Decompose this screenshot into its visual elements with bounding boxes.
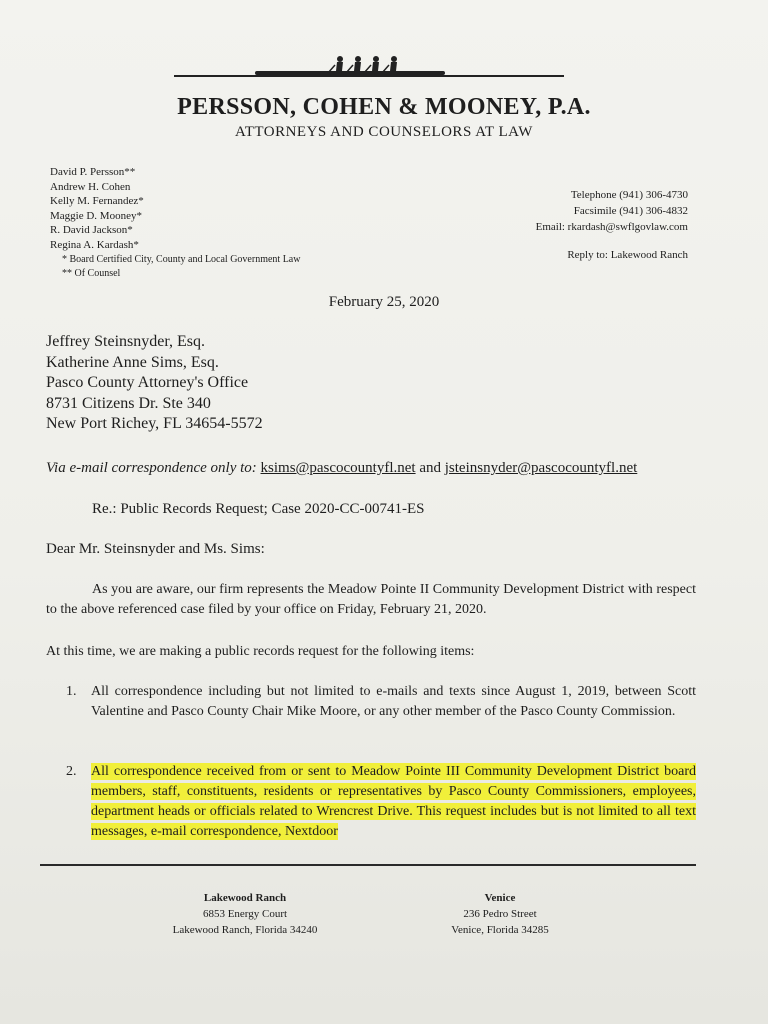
salutation: Dear Mr. Steinsnyder and Ms. Sims: <box>46 541 265 557</box>
footer-rule <box>40 864 696 866</box>
list-item-number: 1. <box>66 684 77 699</box>
body-paragraph-1: As you are aware, our firm represents the Meadow Pointe II Community Development District with respect to the above referenced case filed by your office on Friday, February 21, 2020. <box>46 582 696 617</box>
attorney-name: Maggie D. Mooney* <box>50 209 142 222</box>
office-lakewood-ranch <box>140 890 350 938</box>
email-link-sims[interactable]: ksims@pascocountyfl.net <box>260 460 416 476</box>
attorney-name: Andrew H. Cohen <box>50 180 131 193</box>
attorney-name: Regina A. Kardash* <box>50 238 139 251</box>
contact-block <box>536 187 688 235</box>
telephone: Telephone (941) 306-4730 <box>570 189 688 201</box>
office-street: 236 Pedro Street <box>463 908 537 920</box>
recipient-address <box>46 332 263 435</box>
list-item <box>66 682 696 722</box>
subject-line: Re.: Public Records Request; Case 2020-CC-00741-ES <box>92 501 425 517</box>
list-item-number: 2. <box>66 764 77 779</box>
email-link-steinsnyder[interactable]: jsteinsnyder@pascocountyfl.net <box>444 460 638 476</box>
address-line: Jeffrey Steinsnyder, Esq. <box>46 333 206 350</box>
firm-name: PERSSON, COHEN & MOONEY, P.A. <box>177 94 591 120</box>
attorney-name: David P. Persson** <box>50 166 136 178</box>
address-line: New Port Richey, FL 34654-5572 <box>46 415 263 432</box>
attorney-name: R. David Jackson* <box>50 224 133 237</box>
email: Email: rkardash@swflgovlaw.com <box>535 221 688 233</box>
list-item <box>66 762 696 842</box>
highlighted-text: All correspondence received from or sent to Meadow Pointe III Community Development District board members, staff, constituents, residents or representatives by Pasco County Commissioners, employees, department heads or officials related to Wrencrest Drive. This request includes but is not limited to all text messages, e-mail correspondence, Nextdoor <box>91 764 696 839</box>
office-name: Lakewood Ranch <box>203 892 287 904</box>
via-label: Via e-mail correspondence only to: <box>46 460 257 476</box>
delivery-method <box>46 460 637 477</box>
address-line: Katherine Anne Sims, Esq. <box>46 353 219 371</box>
office-venice <box>400 890 600 938</box>
letter-date: February 25, 2020 <box>328 294 440 310</box>
reply-to: Reply to: Lakewood Ranch <box>567 249 688 261</box>
address-line: Pasco County Attorney's Office <box>46 374 249 391</box>
attorney-note: * Board Certified City, County and Local Government Law <box>62 253 301 265</box>
rowing-crew-icon <box>326 52 416 78</box>
facsimile: Facsimile (941) 306-4832 <box>573 205 688 217</box>
attorney-list <box>50 165 300 282</box>
attorney-note: ** Of Counsel <box>62 268 121 280</box>
body-paragraph-2: At this time, we are making a public records request for the following items: <box>46 644 475 659</box>
firm-tagline: ATTORNEYS AND COUNSELORS AT LAW <box>235 124 533 140</box>
address-line: 8731 Citizens Dr. Ste 340 <box>46 394 211 412</box>
office-street: 6853 Energy Court <box>202 908 288 920</box>
via-and: and <box>419 460 441 476</box>
attorney-name: Kelly M. Fernandez* <box>50 195 144 208</box>
office-city: Lakewood Ranch, Florida 34240 <box>172 924 318 936</box>
list-item-text: All correspondence including but not limited to e-mails and texts since August 1, 2019, between Scott Valentine and Pasco County Chair Mike Moore, or any other member of the Pasco County Commission. <box>91 684 696 719</box>
office-name: Venice <box>484 892 516 904</box>
office-city: Venice, Florida 34285 <box>451 924 549 936</box>
